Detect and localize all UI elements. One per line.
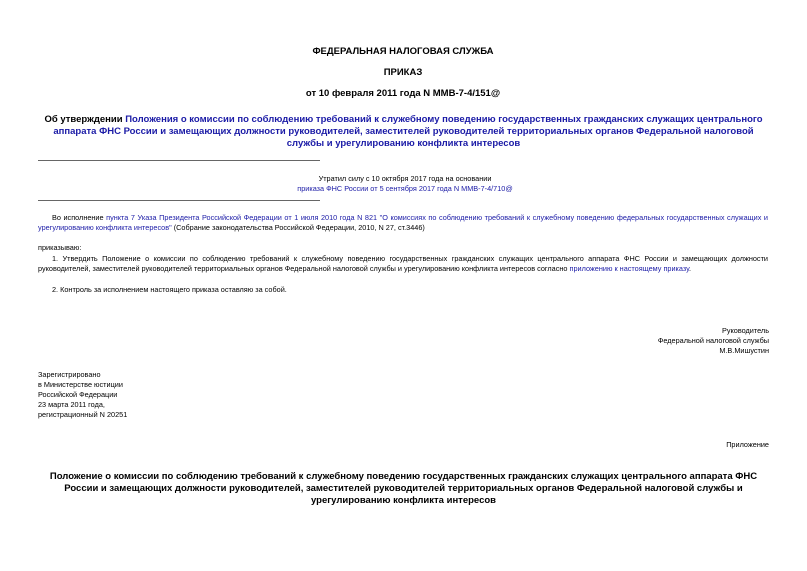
signature-org: Федеральной налоговой службы	[657, 336, 769, 345]
item-1	[38, 254, 768, 274]
item1-link[interactable]: приложению к настоящему приказу	[569, 264, 690, 273]
intro-link[interactable]: пункта 7 Указа Президента Российской Федерации от 1 июля 2010 года N 821 "О комиссиях по соблюдению требований к служебному поведению федеральных государственных служащих и урегулированию конфликта интересов"	[38, 213, 768, 232]
signature-name: М.В.Мишустин	[719, 346, 769, 355]
intro-paragraph	[38, 213, 768, 233]
doc-type: ПРИКАЗ	[383, 67, 423, 78]
title-prefix: Об утверждении	[44, 114, 126, 125]
title-link[interactable]: Положения о комиссии по соблюдению требований к служебному поведению государственных гражданских служащих центрального аппарата ФНС России и замещающих должности руководителей, заместителей руководителей территориальных органов Федеральной налоговой службы и урегулированию конфликта интересов	[53, 114, 763, 149]
registration-line-5: регистрационный N 20251	[38, 410, 128, 419]
status-link[interactable]: приказа ФНС России от 5 сентября 2017 года N ММВ-7-4/710@	[297, 184, 513, 193]
registration-block	[38, 370, 127, 420]
registration-line-1: Зарегистрировано	[38, 370, 101, 379]
appendix-label: Приложение	[726, 440, 769, 449]
order-word: приказываю:	[38, 243, 82, 252]
agency-name: ФЕДЕРАЛЬНАЯ НАЛОГОВАЯ СЛУЖБА	[312, 46, 494, 57]
item1-text: 1. Утвердить Положение о комиссии по соблюдению требований к служебному поведению государственных гражданских служащих центрального аппарата ФНС России и замещающих должности руководителей, заместителей руководителей территориальных органов Федеральной налоговой службы и урегулированию конфликта интересов согласно	[38, 254, 768, 273]
item1-end: .	[689, 264, 692, 273]
intro-prefix: Во исполнение	[52, 213, 107, 222]
doc-title	[40, 114, 767, 150]
item-2: 2. Контроль за исполнением настоящего приказа оставляю за собой.	[52, 285, 287, 294]
appendix-title: Положение о комиссии по соблюдению требований к служебному поведению государственных гражданских служащих центрального аппарата ФНС России и замещающих должности руководителей, заместителей руководителей территориальных органов Федеральной налоговой службы и урегулированию конфликта интересов	[49, 471, 758, 506]
intro-suffix: (Собрание законодательства Российской Федерации, 2010, N 27, ст.3446)	[171, 223, 425, 232]
divider-top	[38, 160, 320, 161]
signature-block	[658, 326, 769, 356]
doc-date-number: от 10 февраля 2011 года N ММВ-7-4/151@	[305, 88, 501, 99]
signature-title: Руководитель	[721, 326, 769, 335]
registration-line-3: Российской Федерации	[38, 390, 118, 399]
status-line: Утратил силу с 10 октября 2017 года на основании	[318, 174, 492, 183]
registration-line-4: 23 марта 2011 года,	[38, 400, 105, 409]
divider-bottom	[38, 200, 320, 201]
registration-line-2: в Министерстве юстиции	[38, 380, 123, 389]
